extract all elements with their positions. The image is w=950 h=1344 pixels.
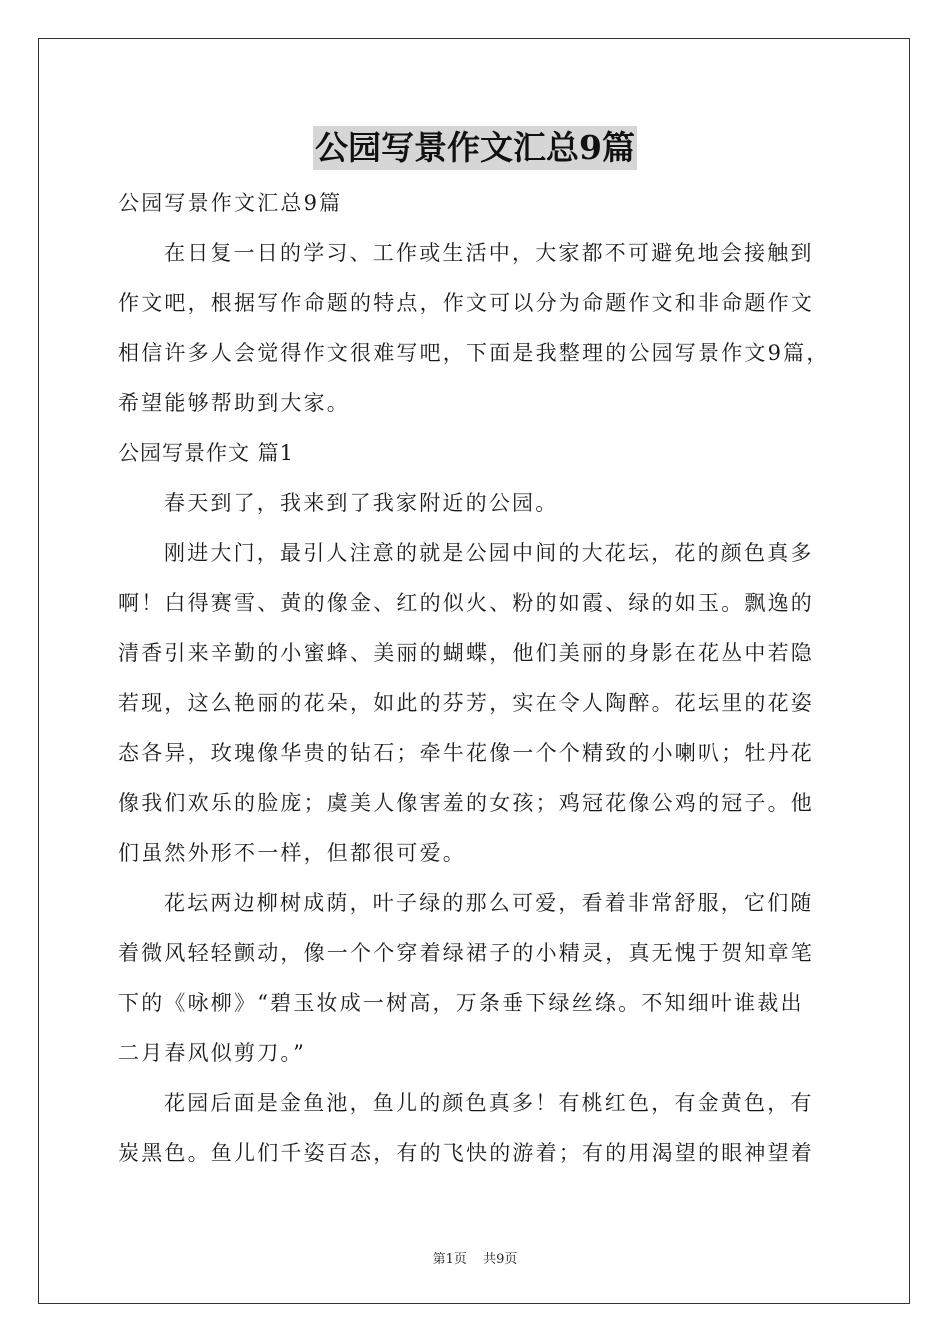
text-line: 若现，这么艳丽的花朵，如此的芬芳，实在令人陶醉。花坛里的花姿	[118, 691, 814, 715]
document-body	[118, 178, 836, 1178]
page-footer	[0, 1248, 950, 1267]
text-line: 希望能够帮助到大家。	[118, 391, 350, 415]
paragraph	[118, 528, 836, 878]
document-title: 公园写景作文汇总9篇	[313, 126, 637, 170]
paragraphs	[118, 228, 836, 1178]
page-number: 第1页	[432, 1252, 467, 1267]
text-line: 态各异，玫瑰像华贵的钻石；牵牛花像一个个精致的小喇叭；牡丹花	[118, 741, 814, 765]
text-line: 清香引来辛勤的小蜜蜂、美丽的蝴蝶，他们美丽的身影在花丛中若隐	[118, 641, 814, 665]
text-line: 着微风轻轻颤动，像一个个穿着绿裙子的小精灵，真无愧于贺知章笔	[118, 941, 814, 965]
total-pages: 共9页	[483, 1252, 518, 1267]
text-line: 春天到了，我来到了我家附近的公园。	[164, 491, 559, 515]
text-line: 炭黑色。鱼儿们千姿百态，有的飞快的游着；有的用渴望的眼神望着	[118, 1141, 814, 1165]
text-line: 在日复一日的学习、工作或生活中，大家都不可避免地会接触到	[164, 241, 814, 265]
text-line: 像我们欢乐的脸庞；虞美人像害羞的女孩；鸡冠花像公鸡的冠子。他	[118, 791, 814, 815]
text-line: 下的《咏柳》“碧玉妆成一树高，万条垂下绿丝绦。不知细叶谁裁出	[118, 991, 804, 1015]
title-wrap	[0, 126, 950, 170]
text-line: 花坛两边柳树成荫，叶子绿的那么可爱，看着非常舒服，它们随	[164, 891, 814, 915]
text-line: 刚进大门，最引人注意的就是公园中间的大花坛，花的颜色真多	[164, 541, 814, 565]
section-heading	[118, 428, 836, 478]
paragraph	[118, 228, 836, 428]
text-line: 公园写景作文 篇1	[118, 441, 295, 465]
text-line: 相信许多人会觉得作文很难写吧，下面是我整理的公园写景作文9篇，	[118, 341, 830, 365]
paragraph	[118, 1078, 836, 1178]
text-line: 们虽然外形不一样，但都很可爱。	[118, 841, 466, 865]
text-line: 二月春风似剪刀。”	[118, 1041, 307, 1065]
paragraph	[118, 878, 836, 1078]
text-line: 作文吧，根据写作命题的特点，作文可以分为命题作文和非命题作文	[118, 291, 814, 315]
text-line: 花园后面是金鱼池，鱼儿的颜色真多！有桃红色，有金黄色，有	[164, 1091, 814, 1115]
paragraph	[118, 478, 836, 528]
text-line: 啊！白得赛雪、黄的像金、红的似火、粉的如霞、绿的如玉。飘逸的	[118, 591, 814, 615]
document-subtitle: 公园写景作文汇总9篇	[118, 191, 343, 215]
